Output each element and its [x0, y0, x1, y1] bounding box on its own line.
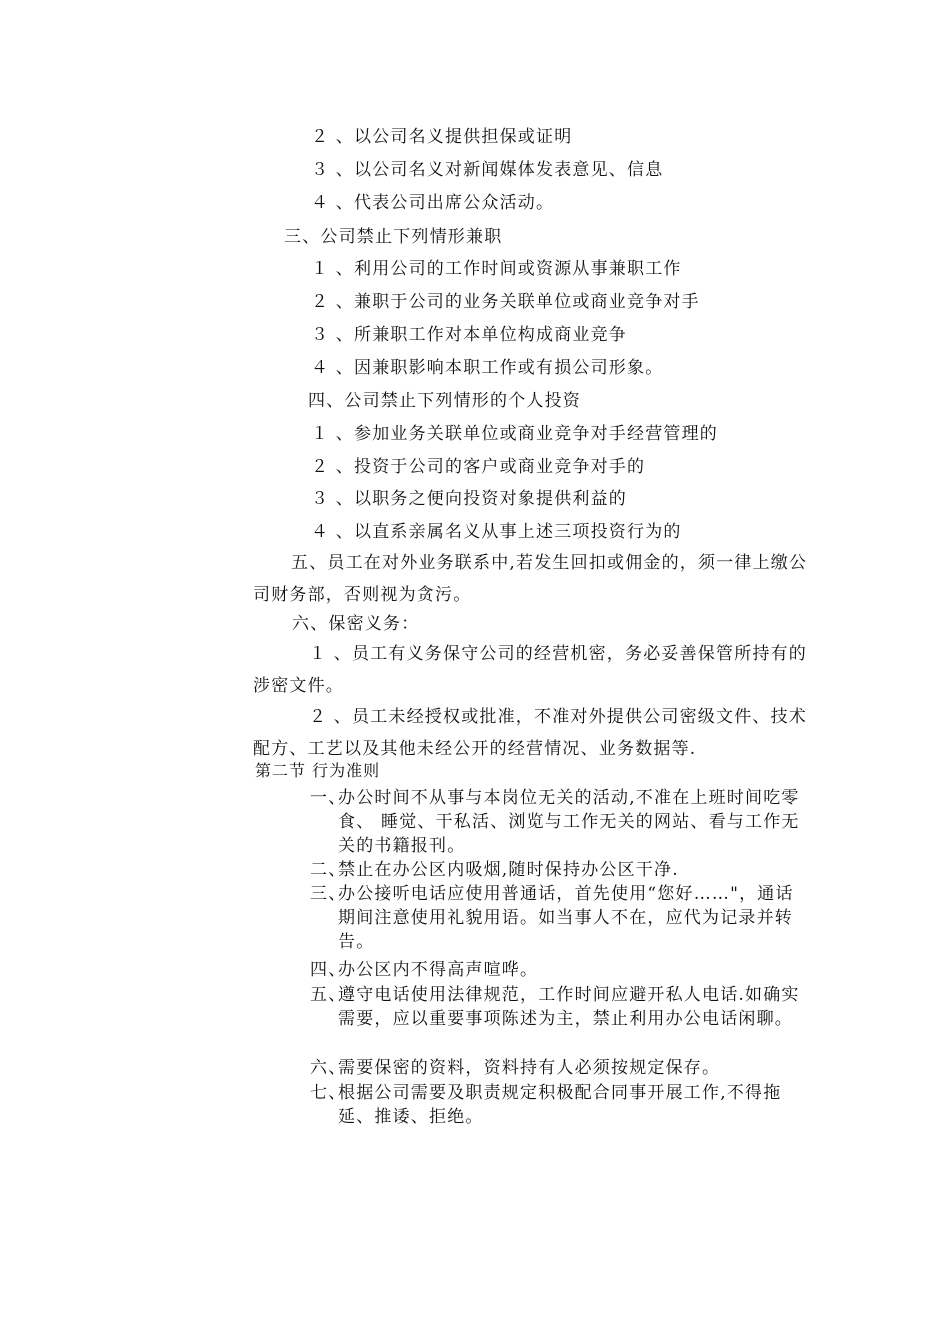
line-b1: １ 、利用公司的工作时间或资源从事兼职工作: [311, 259, 682, 279]
heading-3: 三、公司禁止下列情形兼职: [284, 227, 503, 247]
heading-6: 六、保密义务：: [292, 614, 420, 634]
heading-4: 四、公司禁止下列情形的个人投资: [308, 391, 581, 411]
paragraph-6-2: ２ 、员工未经授权或批准，不准对外提供公司密级文件、技术配方、工艺以及其他未经公开的经营情况、业务数据等.: [253, 707, 808, 759]
line-c2: ２ 、投资于公司的客户或商业竞争对手的: [311, 457, 646, 477]
line-b3: ３ 、所兼职工作对本单位构成商业竞争: [311, 325, 628, 345]
rule-number: 二、: [310, 860, 347, 880]
paragraph-6-1: １ 、员工有义务保守公司的经营机密，务必妥善保管所持有的涉密文件。: [253, 644, 808, 696]
rule-item: [310, 786, 810, 858]
rule-number: 一、: [310, 788, 347, 808]
rule-text: 禁止在办公区内吸烟,随时保持办公区干净.: [338, 860, 679, 880]
rule-item: [310, 958, 810, 982]
line-c4: ４ 、以直系亲属名义从事上述三项投资行为的: [311, 522, 682, 542]
rule-number: 七、: [310, 1083, 347, 1103]
rule-text: 根据公司需要及职责规定积极配合同事开展工作,不得拖延、推诿、拒绝。: [338, 1083, 782, 1127]
rule-number: 六、: [310, 1058, 347, 1078]
rule-item: [310, 1081, 810, 1129]
line-c3: ３ 、以职务之便向投资对象提供利益的: [311, 489, 628, 509]
rule-item: [310, 983, 810, 1031]
rule-number: 五、: [310, 985, 347, 1005]
rule-number: 四、: [310, 960, 347, 980]
rule-text: 需要保密的资料，资料持有人必须按规定保存。: [338, 1058, 721, 1078]
rule-text: 办公时间不从事与本岗位无关的活动,不准在上班时间吃零食、 睡觉、干私活、浏览与工作无关的网站、看与工作无关的书籍报刊。: [338, 788, 800, 856]
rule-item: [310, 858, 810, 882]
line-a4: ４ 、代表公司出席公众活动。: [311, 193, 555, 213]
rule-text: 办公区内不得高声喧哗。: [338, 960, 539, 980]
section-title: 第二节 行为准则: [255, 761, 381, 780]
line-b2: ２ 、兼职于公司的业务关联单位或商业竞争对手: [311, 292, 700, 312]
rule-item: [310, 1056, 810, 1080]
rule-item: [310, 882, 810, 954]
line-b4: ４ 、因兼职影响本职工作或有损公司形象。: [311, 358, 664, 378]
paragraph-5: 五、员工在对外业务联系中,若发生回扣或佣金的，须一律上缴公司财务部，否则视为贪污。: [253, 553, 808, 605]
line-a3: ３ 、以公司名义对新闻媒体发表意见、信息: [311, 160, 664, 180]
rule-text: 办公接听电话应使用普通话，首先使用“您好……"，通话期间注意使用礼貌用语。如当事人不在，应代为记录并转告。: [338, 884, 794, 952]
line-a2: ２ 、以公司名义提供担保或证明: [311, 127, 573, 147]
rule-number: 三、: [310, 884, 347, 904]
line-c1: １ 、参加业务关联单位或商业竞争对手经营管理的: [311, 424, 719, 444]
rule-text: 遵守电话使用法律规范，工作时间应避开私人电话.如确实需要，应以重要事项陈述为主，禁止利用办公电话闲聊。: [338, 985, 800, 1029]
